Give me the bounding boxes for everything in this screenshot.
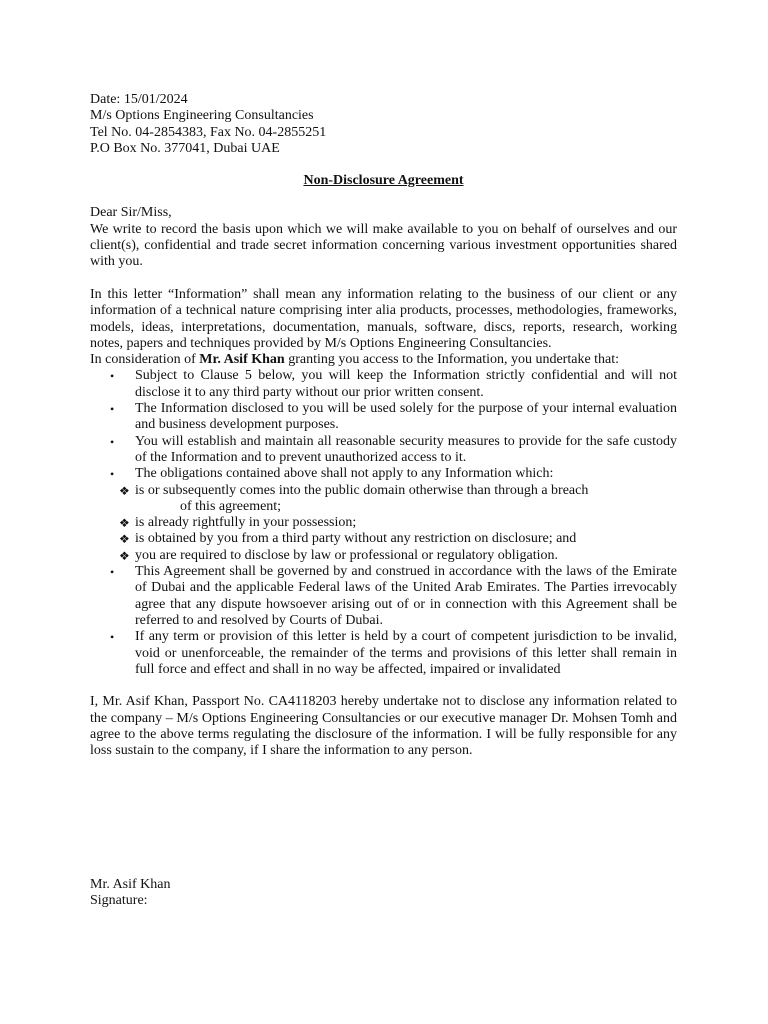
list-item-continuation: of this agreement; <box>180 498 282 514</box>
list-item-text: If any term or provision of this letter is held by a court of competent jurisdiction to be invalid, void or unenforceable, the remainder of the terms and provisions of this letter shall remain in full force and effect and shall in no way be affected, impaired or invalidated <box>135 629 677 677</box>
list-item <box>90 483 677 516</box>
list-item <box>90 564 677 629</box>
bullet-icon: • <box>110 467 115 482</box>
bullet-icon: • <box>110 402 115 417</box>
company-phone: Tel No. 04-2854383, Fax No. 04-2855251 <box>90 124 327 140</box>
signature-block <box>90 877 171 910</box>
bullet-icon: • <box>110 434 115 449</box>
list-item-text: Subject to Clause 5 below, you will keep the Information strictly confidential and will not disclose it to any third party without our prior written consent. <box>135 368 677 400</box>
company-address: P.O Box No. 377041, Dubai UAE <box>90 140 280 156</box>
list-item <box>90 548 677 564</box>
diamond-bullet-icon: ❖ <box>119 548 130 563</box>
list-item-text: you are required to disclose by law or professional or regulatory obligation. <box>135 547 558 563</box>
salutation: Dear Sir/Miss, <box>90 205 172 221</box>
list-item <box>90 434 677 467</box>
diamond-bullet-icon: ❖ <box>119 532 130 547</box>
letter-body <box>90 92 677 760</box>
list-item-text: You will establish and maintain all reasonable security measures to provide for the safe custody of the Information and to prevent unauthorized access to it. <box>135 433 677 465</box>
consideration-prefix: In consideration of <box>90 352 200 368</box>
letter-header <box>90 92 677 157</box>
undertakings-list <box>90 368 677 482</box>
consideration-paragraph <box>90 352 677 368</box>
consideration-suffix: granting you access to the Information, you undertake that: <box>284 352 620 368</box>
list-item-text: is obtained by you from a third party without any restriction on disclosure; and <box>135 531 577 547</box>
undertaking-paragraph: I, Mr. Asif Khan, Passport No. CA4118203 hereby undertake not to disclose any information related to the company – M/s Options Engineering Consultancies or our executive manager Dr. Mohsen Tomh and agree to the above terms regulating the disclosure of the information. I will be fully responsible for any loss sustain to the company, if I share the information to any person. <box>90 694 677 759</box>
list-item <box>90 368 677 401</box>
exceptions-list <box>90 483 677 564</box>
list-item <box>90 515 677 531</box>
terms-list <box>90 564 677 678</box>
diamond-bullet-icon: ❖ <box>119 516 130 531</box>
bullet-icon: • <box>110 630 115 645</box>
list-item-text: is or subsequently comes into the public domain otherwise than through a breach <box>135 482 589 498</box>
definition-paragraph: In this letter “Information” shall mean any information relating to the business of our client or any information of a technical nature comprising inter alia products, processes, methodologies, frameworks, models, ideas, interpretations, documentation, manuals, software, discs, reports, research, working notes, papers and techniques provided by M/s Options Engineering Consultancies. <box>90 286 677 351</box>
list-item <box>90 466 677 482</box>
intro-paragraph: We write to record the basis upon which we will make available to you on behalf of ourselves and our client(s), confidential and trade secret information concerning various investment opportunities shared with you. <box>90 221 677 270</box>
list-item-text: The obligations contained above shall not apply to any Information which: <box>135 466 554 482</box>
list-item-text: This Agreement shall be governed by and construed in accordance with the laws of the Emirate of Dubai and the applicable Federal laws of the United Arab Emirates. The Parties irrevocably agree that any dispute howsoever arising out of or in connection with this Agreement shall be referred to and resolved by Courts of Dubai. <box>135 564 677 628</box>
list-item <box>90 531 677 547</box>
bullet-icon: • <box>110 369 115 384</box>
bullet-icon: • <box>110 565 115 580</box>
signature-label: Signature: <box>90 893 148 909</box>
list-item-text: is already rightfully in your possession; <box>135 515 357 531</box>
consideration-name: Mr. Asif Khan <box>199 352 285 368</box>
document-title: Non-Disclosure Agreement <box>303 173 464 189</box>
list-item <box>90 629 677 678</box>
list-item-text: The Information disclosed to you will be used solely for the purpose of your internal evaluation and business development purposes. <box>135 401 677 433</box>
letter-date: Date: 15/01/2024 <box>90 92 188 107</box>
list-item <box>90 401 677 434</box>
company-name: M/s Options Engineering Consultancies <box>90 108 314 124</box>
signatory-name: Mr. Asif Khan <box>90 877 171 892</box>
diamond-bullet-icon: ❖ <box>119 483 130 498</box>
